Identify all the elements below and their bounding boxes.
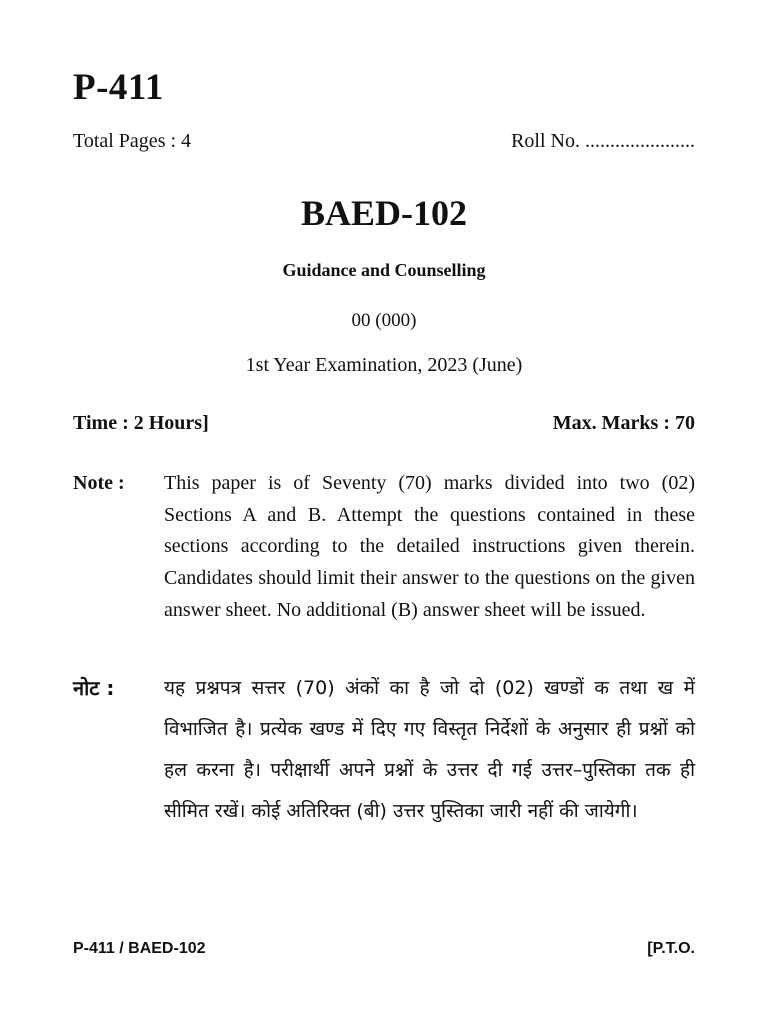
max-marks: Max. Marks : 70: [552, 412, 695, 434]
time-allowed: Time : 2 Hours]: [73, 412, 209, 434]
footer-paper-code: P-411 / BAED-102: [73, 940, 206, 957]
hindi-note-label: नोट :: [73, 676, 115, 700]
code-number: 00 (000): [351, 310, 417, 331]
footer-pto: [P.T.O.: [647, 940, 695, 957]
note-label: Note :: [73, 472, 125, 494]
hindi-note-text: यह प्रश्नपत्र सत्तर (70) अंकों का है जो दो (02) खण्डों क तथा ख में विभाजित है। प्रत्येक खण्ड में दिए गए विस्तृत निर्देशों के अनुसार ही प्रश्नों को हल करना है। परीक्षार्थी अपने प्रश्नों के उत्तर दी गई उत्तर–पुस्तिका तक ही सीमित रखें। कोई अतिरिक्त (बी) उत्तर पुस्तिका जारी नहीं की जायेगी।: [164, 677, 695, 822]
subject-title: Guidance and Counselling: [282, 260, 486, 280]
note-text: This paper is of Seventy (70) marks divided into two (02) Sections A and B. Attempt the questions contained in these sections according to the detailed instructions given therein. Candidates should limit their answer to the questions on the given answer sheet. No additional (B) answer sheet will be issued.: [164, 472, 695, 621]
exam-info-row: [73, 412, 695, 435]
exam-title: 1st Year Examination, 2023 (June): [245, 354, 523, 376]
course-code: BAED-102: [300, 193, 467, 233]
total-pages: Total Pages : 4: [73, 130, 192, 152]
roll-number: Roll No. ......................: [511, 130, 695, 152]
paper-code: P-411: [73, 67, 164, 108]
header-meta-row: [73, 130, 695, 153]
